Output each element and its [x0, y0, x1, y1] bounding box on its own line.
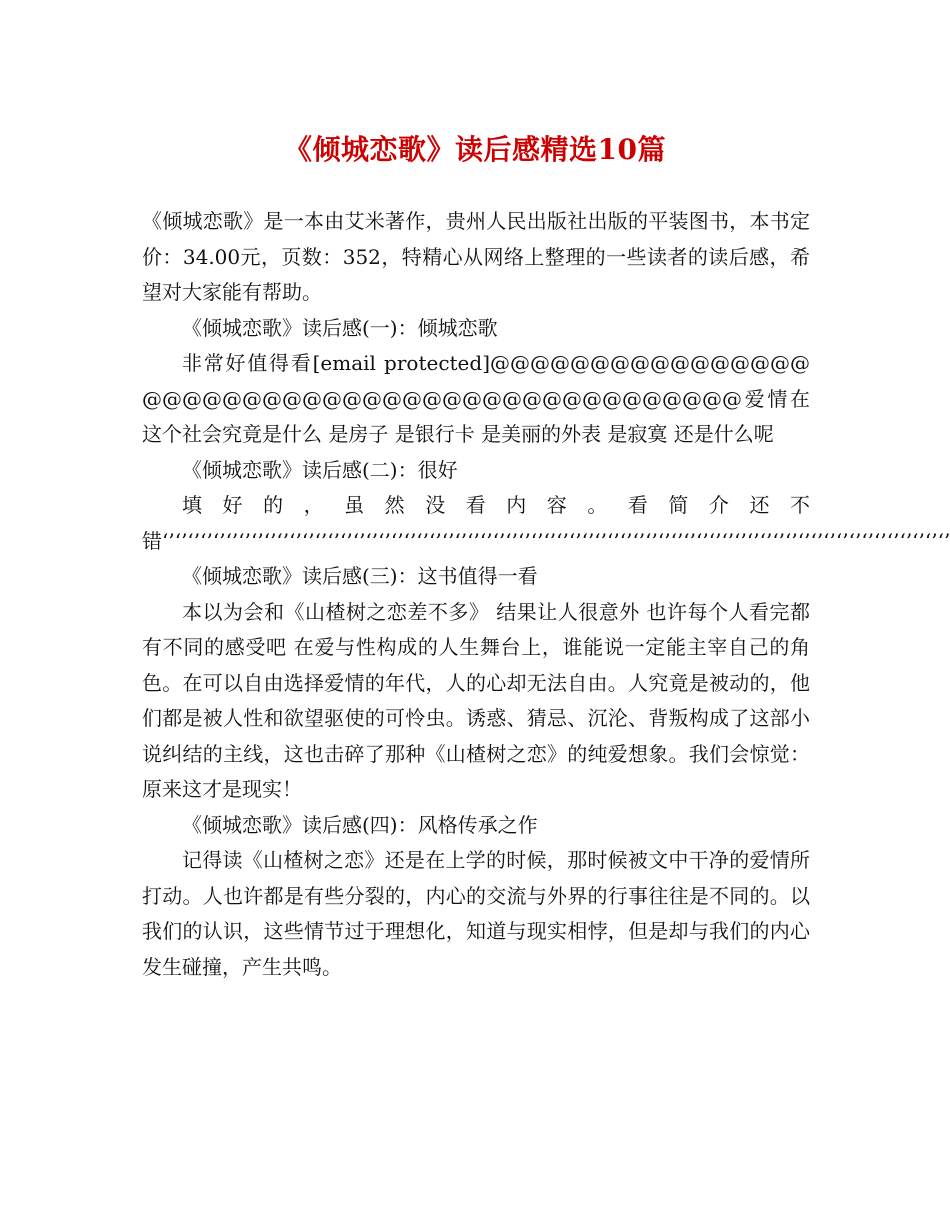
section-text-1: 非常好值得看[email protected]@@@@@@@@@@@@@@@@@@@@@@@@@@@@@@@@@@@@@@@@@@@@@@爱情在这个社会究竟是什么 是房子 是银行卡 是美丽的外表 是寂寞 还是什么呢: [142, 351, 810, 446]
section-heading-2: 《倾城恋歌》读后感(二)：很好: [182, 457, 458, 482]
section-heading-1: 《倾城恋歌》读后感(一)：倾城恋歌: [182, 315, 498, 340]
document-title: 《倾城恋歌》读后感精选10篇: [284, 133, 666, 166]
section-text-2: 填好的，虽然没看内容。看简介还不错‘’‘’‘’‘’‘’‘’‘’‘’‘’‘’‘’‘’‘’‘’‘’‘’‘’‘’‘’‘’‘’‘’‘’‘’‘’‘’‘’‘’‘’‘’‘’‘’‘’‘’‘’‘’‘’‘’‘’‘’‘’‘’‘’‘’‘’‘’‘’‘’‘’‘’‘’‘’‘’‘’‘’‘’‘’‘’‘’‘’‘’‘’: [142, 493, 950, 553]
section-heading-4: 《倾城恋歌》读后感(四)：风格传承之作: [182, 812, 538, 837]
intro-paragraph: 《倾城恋歌》是一本由艾米著作，贵州人民出版社出版的平装图书，本书定价：34.00元，页数：352，特精心从网络上整理的一些读者的读后感，希望对大家能有帮助。: [142, 209, 810, 304]
section-heading-3: 《倾城恋歌》读后感(三)：这书值得一看: [182, 564, 538, 588]
document-body: [142, 204, 950, 985]
section-text-4: 记得读《山楂树之恋》还是在上学的时候，那时候被文中干净的爱情所打动。人也许都是有些分裂的，内心的交流与外界的行事往往是不同的。以我们的认识，这些情节过于理想化，知道与现实相悖，但是却与我们的内心发生碰撞，产生共鸣。: [142, 848, 810, 979]
section-text-3: 本以为会和《山楂树之恋差不多》 结果让人很意外 也许每个人看完都有不同的感受吧 在爱与性构成的人生舞台上，谁能说一定能主宰自己的角色。在可以自由选择爱情的年代，人的心却无法自由。人究竟是被动的，他们都是被人性和欲望驱使的可怜虫。诱惑、猜忌、沉沦、背叛构成了这部小说纠结的主线，这也击碎了那种《山楂树之恋》的纯爱想象。我们会惊觉：原来这才是现实！: [142, 599, 810, 801]
